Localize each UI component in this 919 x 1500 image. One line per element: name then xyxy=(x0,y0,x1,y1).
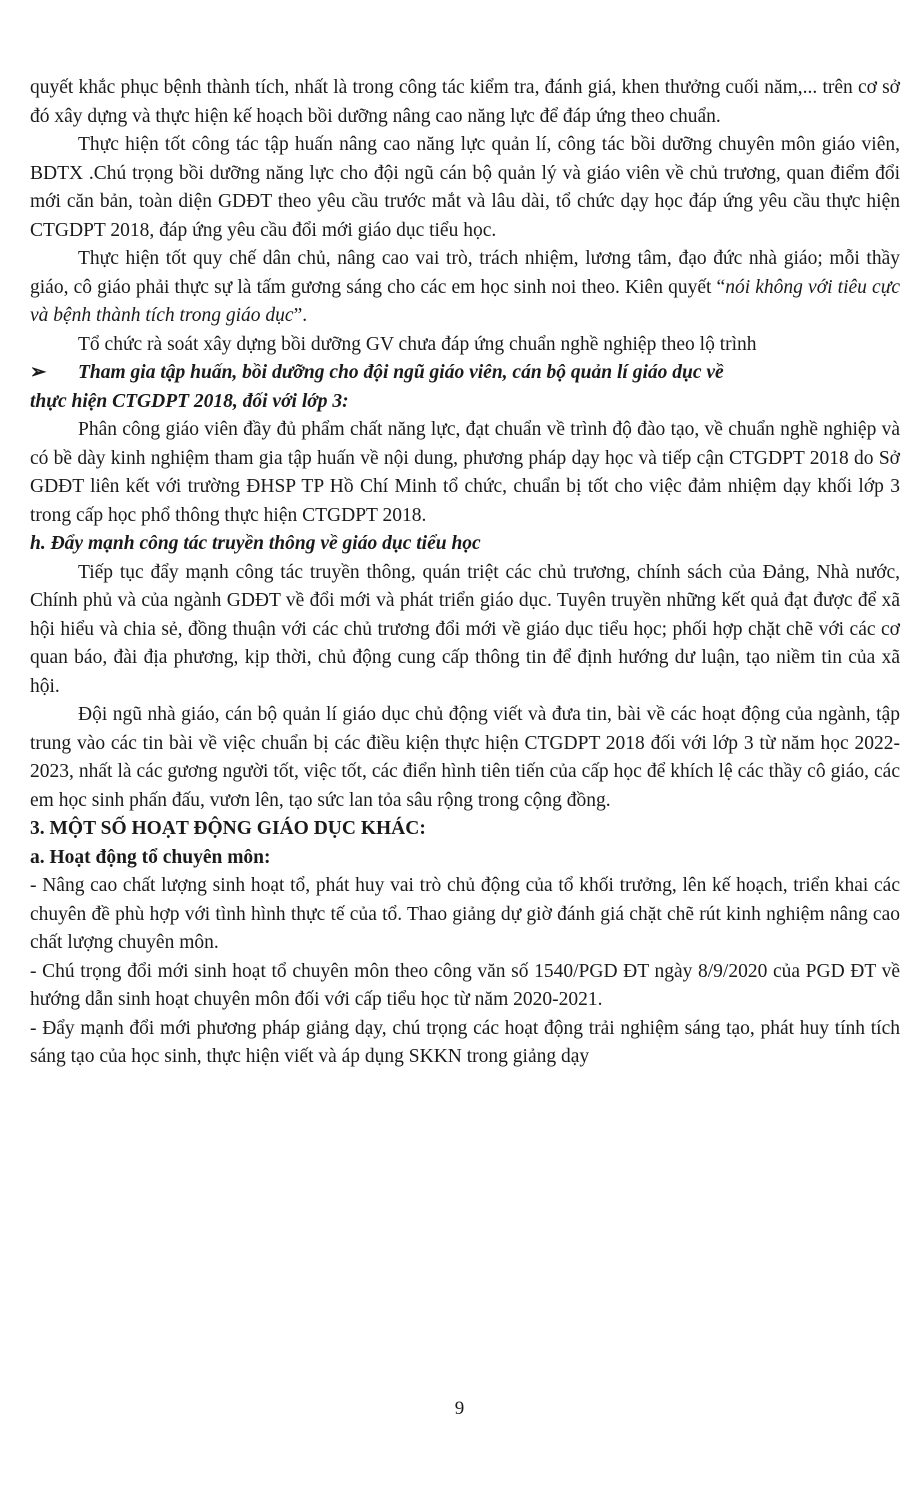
bullet-heading: Tham gia tập huấn, bồi dưỡng cho đội ngũ giáo viên, cán bộ quản lí giáo dục về xyxy=(78,362,724,383)
bullet-heading-row xyxy=(30,359,900,388)
paragraph-democracy-end: ”. xyxy=(293,305,308,326)
paragraph-communication: Tiếp tục đẩy mạnh công tác truyền thông, quán triệt các chủ trương, chính sách của Đảng, Nhà nước, Chính phủ và của ngành GDĐT về đổi mới và phát triển giáo dục. Tuyên truyền những kết quả đạt được để xã hội hiểu và chia sẻ, đồng thuận với các chủ trương đổi mới về giáo dục tiểu học; phối hợp chặt chẽ với các cơ quan báo, đài địa phương, kịp thời, chủ động cung cấp thông tin để định hướng dư luận, tạo niềm tin của xã hội. xyxy=(30,561,900,697)
list-item-quality: - Nâng cao chất lượng sinh hoạt tổ, phát huy vai trò chủ động của tổ khối trưởng, lên kế hoạch, triển khai các chuyên đề phù hợp với tình hình thực tế của tổ. Thao giảng dự giờ đánh giá chặt chẽ rút kinh nghiệm nâng cao chất lượng chuyên môn. xyxy=(30,875,900,953)
bullet-heading-continued: thực hiện CTGDPT 2018, đối với lớp 3: xyxy=(30,390,349,412)
section-heading-a: a. Hoạt động tổ chuyên môn: xyxy=(30,846,271,868)
page-body xyxy=(30,74,900,1072)
paragraph-democracy-quote: nói không với tiêu cực và bệnh thành tích trong giáo dục xyxy=(30,276,900,326)
paragraph-assignment: Phân công giáo viên đầy đủ phẩm chất năng lực, đạt chuẩn về trình độ đào tạo, về chuẩn nghề nghiệp và có bề dày kinh nghiệm tham gia tập huấn về nội dung, phương pháp dạy học và tiếp cận CTGDPT 2018 do Sở GDĐT liên kết với trường ĐHSP TP Hồ Chí Minh tổ chức, chuẩn bị tốt cho việc đảm nhiệm dạy khối lớp 3 trong cấp học phổ thông thực hiện CTGDPT 2018. xyxy=(30,419,900,526)
paragraph-training: Thực hiện tốt công tác tập huấn nâng cao năng lực quản lí, công tác bồi dưỡng chuyên môn giáo viên, BDTX .Chú trọng bồi dưỡng năng lực cho đội ngũ cán bộ quản lý và giáo viên về chủ trương, quan điểm đổi mới căn bản, toàn diện GDĐT theo yêu cầu trước mắt và lâu dài, tổ chức dạy học đáp ứng yêu cầu thực hiện CTGDPT 2018, đáp ứng yêu cầu đổi mới giáo dục tiểu học. xyxy=(30,134,900,241)
section-heading-h: h. Đẩy mạnh công tác truyền thông về giáo dục tiểu học xyxy=(30,533,481,554)
paragraph-teachers-news: Đội ngũ nhà giáo, cán bộ quản lí giáo dục chủ động viết và đưa tin, bài về các hoạt động của ngành, tập trung vào các tin bài về việc chuẩn bị các điều kiện thực hiện CTGDPT 2018 đối với lớp 3 từ năm học 2022-2023, nhất là các gương người tốt, việc tốt, các điển hình tiên tiến của cấp học để khích lệ các thầy cô giáo, các em học sinh phấn đấu, vươn lên, tạo sức lan tỏa sâu rộng trong cộng đồng. xyxy=(30,704,900,811)
paragraph-review: Tổ chức rà soát xây dựng bồi dưỡng GV chưa đáp ứng chuẩn nghề nghiệp theo lộ trình xyxy=(78,333,757,355)
page-number: 9 xyxy=(454,1398,465,1419)
section-heading-3: 3. MỘT SỐ HOẠT ĐỘNG GIÁO DỤC KHÁC: xyxy=(30,818,426,839)
paragraph-democracy xyxy=(30,245,900,331)
paragraph-democracy-text: Thực hiện tốt quy chế dân chủ, nâng cao vai trò, trách nhiệm, lương tâm, đạo đức nhà giáo; mỗi thầy giáo, cô giáo phải thực sự là tấm gương sáng cho các em học sinh noi theo. Kiên quyết “ xyxy=(30,248,900,298)
list-item-official-letter: - Chú trọng đổi mới sinh hoạt tổ chuyên môn theo công văn số 1540/PGD ĐT ngày 8/9/2020 của PGD ĐT về hướng dẫn sinh hoạt chuyên môn đối với cấp tiểu học từ năm 2020-2021. xyxy=(30,960,900,1010)
arrow-bullet-icon: ➢ xyxy=(30,362,47,383)
paragraph-continued: quyết khắc phục bệnh thành tích, nhất là trong công tác kiểm tra, đánh giá, khen thưởng cuối năm,... trên cơ sở đó xây dựng và thực hiện kế hoạch bồi dưỡng nâng cao năng lực để đáp ứng theo chuẩn. xyxy=(30,77,900,127)
list-item-teaching-methods: - Đẩy mạnh đổi mới phương pháp giảng dạy, chú trọng các hoạt động trải nghiệm sáng tạo, phát huy tính tích sáng tạo của học sinh, thực hiện viết và áp dụng SKKN trong giảng dạy xyxy=(30,1017,900,1067)
